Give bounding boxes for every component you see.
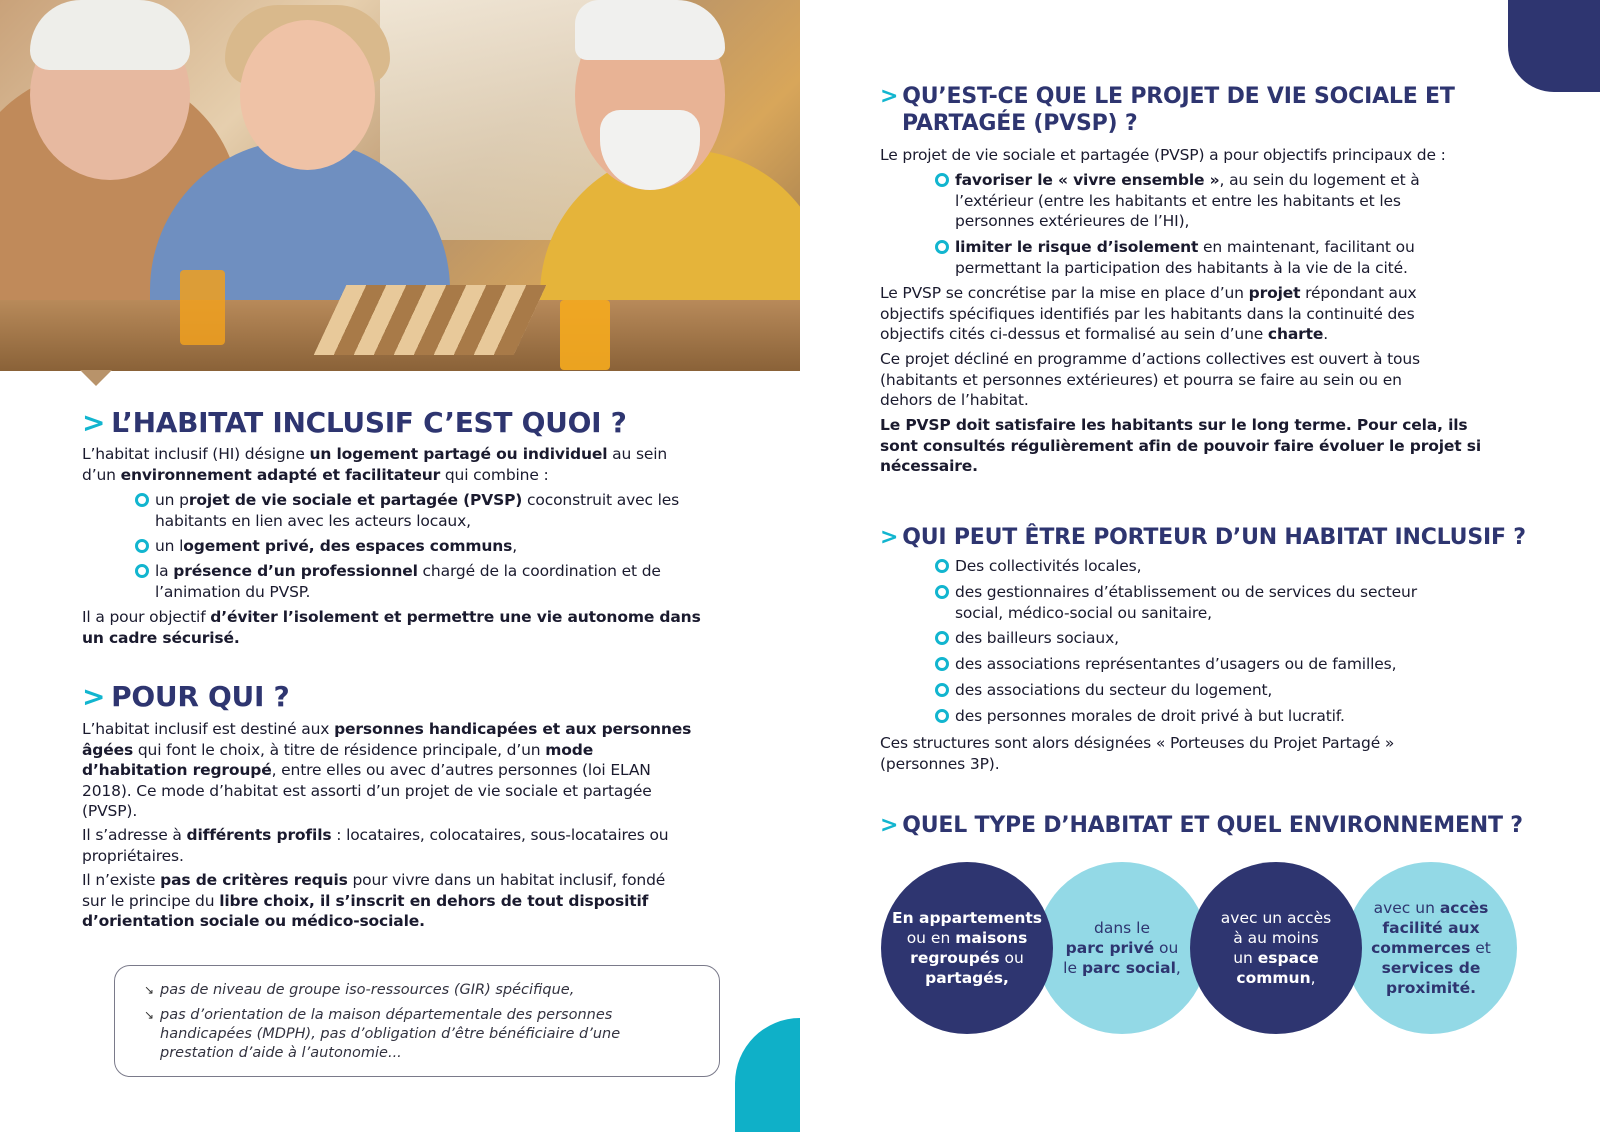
photo-head-middle: [240, 20, 375, 170]
note-item: ↘ pas d’orientation de la maison départementale des personnes handicapées (MDPH), pas d’obligation d’être bénéficiaire d’une prestation d’aide à l’autonomie...: [144, 1007, 621, 1061]
bullet-circle-icon: [935, 173, 949, 187]
circle-parc: dans le parc privé ou le parc social,: [1036, 862, 1208, 1034]
list-item: des bailleurs sociaux,: [935, 628, 1535, 649]
photo-juice-glass: [180, 270, 225, 345]
habitat-intro-paragraph: L’habitat inclusif (HI) désigne un logement partagé ou individuel au sein d’un environnement adapté et facilitateur qui combine :: [82, 445, 668, 484]
section-title-type-habitat: > QUEL TYPE D’HABITAT ET QUEL ENVIRONNEMENT ?: [880, 813, 1523, 838]
chevron-icon: >: [880, 84, 899, 109]
photo-notch-decoration: [80, 370, 112, 386]
list-item: Des collectivités locales,: [935, 556, 1535, 577]
bullet-circle-icon: [935, 559, 949, 573]
corner-decoration-cyan: [735, 1018, 800, 1132]
photo-hair-left: [30, 0, 190, 70]
section-title-pour-qui: > POUR QUI ?: [82, 680, 290, 713]
chevron-icon: >: [82, 406, 106, 439]
arrow-down-right-icon: ↘: [144, 1008, 155, 1022]
pvsp-paragraph-2: Ce projet décliné en programme d’actions collectives est ouvert à tous (habitants et personnes extérieures) et pourra se faire au sein ou en dehors de l’habitat.: [880, 350, 1420, 409]
list-item: des associations du secteur du logement,: [935, 680, 1535, 701]
circle-commerces: avec un accès facilité aux commerces et services de proximité.: [1345, 862, 1517, 1034]
list-item: des associations représentantes d’usagers ou de familles,: [935, 654, 1535, 675]
bullet-circle-icon: [935, 240, 949, 254]
photo-juice-glass: [560, 300, 610, 370]
photo-chessboard: [314, 285, 547, 355]
list-item: un projet de vie sociale et partagée (PVSP) coconstruit avec les habitants en lien avec les acteurs locaux,: [135, 490, 735, 531]
bullet-circle-icon: [935, 585, 949, 599]
chevron-icon: >: [880, 813, 899, 838]
bullet-circle-icon: [935, 657, 949, 671]
bullet-circle-icon: [135, 493, 149, 507]
circle-appartements: En appartements ou en maisons regroupés ou partagés,: [881, 862, 1053, 1034]
section-title-porteur: > QUI PEUT ÊTRE PORTEUR D’UN HABITAT INCLUSIF ?: [880, 525, 1526, 550]
pour-qui-paragraph-2: Il s’adresse à différents profils : locataires, colocataires, sous-locataires ou propriétaires.: [82, 826, 669, 865]
pvsp-paragraph-1: Le PVSP se concrétise par la mise en place d’un projet répondant aux objectifs spécifiques identifiés par les habitants dans la continuité des objectifs cités ci-dessus et formalisé au sein d’une charte.: [880, 284, 1417, 343]
list-item: favoriser le « vivre ensemble », au sein du logement et à l’extérieur (entre les habitants et entre les habitants et les personnes extérieures de l’HI),: [935, 170, 1535, 232]
bullet-circle-icon: [935, 631, 949, 645]
pvsp-paragraph-3: Le PVSP doit satisfaire les habitants sur le long terme. Pour cela, ils sont consultés régulièrement afin de pouvoir faire évoluer le projet si nécessaire.: [880, 416, 1481, 475]
note-item: ↘ pas de niveau de groupe iso-ressources (GIR) spécifique,: [144, 982, 575, 998]
bullet-circle-icon: [135, 564, 149, 578]
chevron-icon: >: [82, 680, 106, 713]
bullet-circle-icon: [135, 539, 149, 553]
circle-espace-commun: avec un accès à au moins un espace commun,: [1190, 862, 1362, 1034]
habitat-objective-paragraph: Il a pour objectif d’éviter l’isolement et permettre une vie autonome dans un cadre sécurisé.: [82, 608, 701, 647]
porteur-paragraph: Ces structures sont alors désignées « Porteuses du Projet Partagé » (personnes 3P).: [880, 734, 1395, 773]
list-item: un logement privé, des espaces communs,: [135, 536, 735, 557]
bullet-circle-icon: [935, 709, 949, 723]
photo-hair-right: [575, 0, 725, 60]
pour-qui-paragraph-1: L’habitat inclusif est destiné aux personnes handicapées et aux personnes âgées qui font le choix, à titre de résidence principale, d’un mode d’habitation regroupé, entre elles ou avec d’autres personnes (loi ELAN 2018). Ce mode d’habitat est assorti d’un projet de vie sociale et partagée (PVSP).: [82, 720, 692, 820]
pour-qui-paragraph-3: Il n’existe pas de critères requis pour vivre dans un habitat inclusif, fondé sur le principe du libre choix, il s’inscrit en dehors de tout dispositif d’orientation sociale ou médico-sociale.: [82, 871, 666, 930]
list-item: des gestionnaires d’établissement ou de services du secteur social, médico-social ou sanitaire,: [935, 582, 1535, 623]
pvsp-intro: Le projet de vie sociale et partagée (PVSP) a pour objectifs principaux de :: [880, 146, 1446, 164]
arrow-down-right-icon: ↘: [144, 983, 155, 997]
section-title-habitat-inclusif: > L’HABITAT INCLUSIF C’EST QUOI ?: [82, 406, 627, 439]
bullet-circle-icon: [935, 683, 949, 697]
list-item: la présence d’un professionnel chargé de la coordination et de l’animation du PVSP.: [135, 561, 735, 602]
corner-decoration-navy: [1508, 0, 1600, 92]
section-title-pvsp: > QU’EST-CE QUE LE PROJET DE VIE SOCIALE ET PARTAGÉE (PVSP) ?: [880, 84, 1455, 136]
list-item: des personnes morales de droit privé à but lucratif.: [935, 706, 1535, 727]
chevron-icon: >: [880, 525, 899, 550]
list-item: limiter le risque d’isolement en maintenant, facilitant ou permettant la participation des habitants à la vie de la cité.: [935, 237, 1535, 278]
seniors-playing-chess-photo: [0, 0, 800, 371]
